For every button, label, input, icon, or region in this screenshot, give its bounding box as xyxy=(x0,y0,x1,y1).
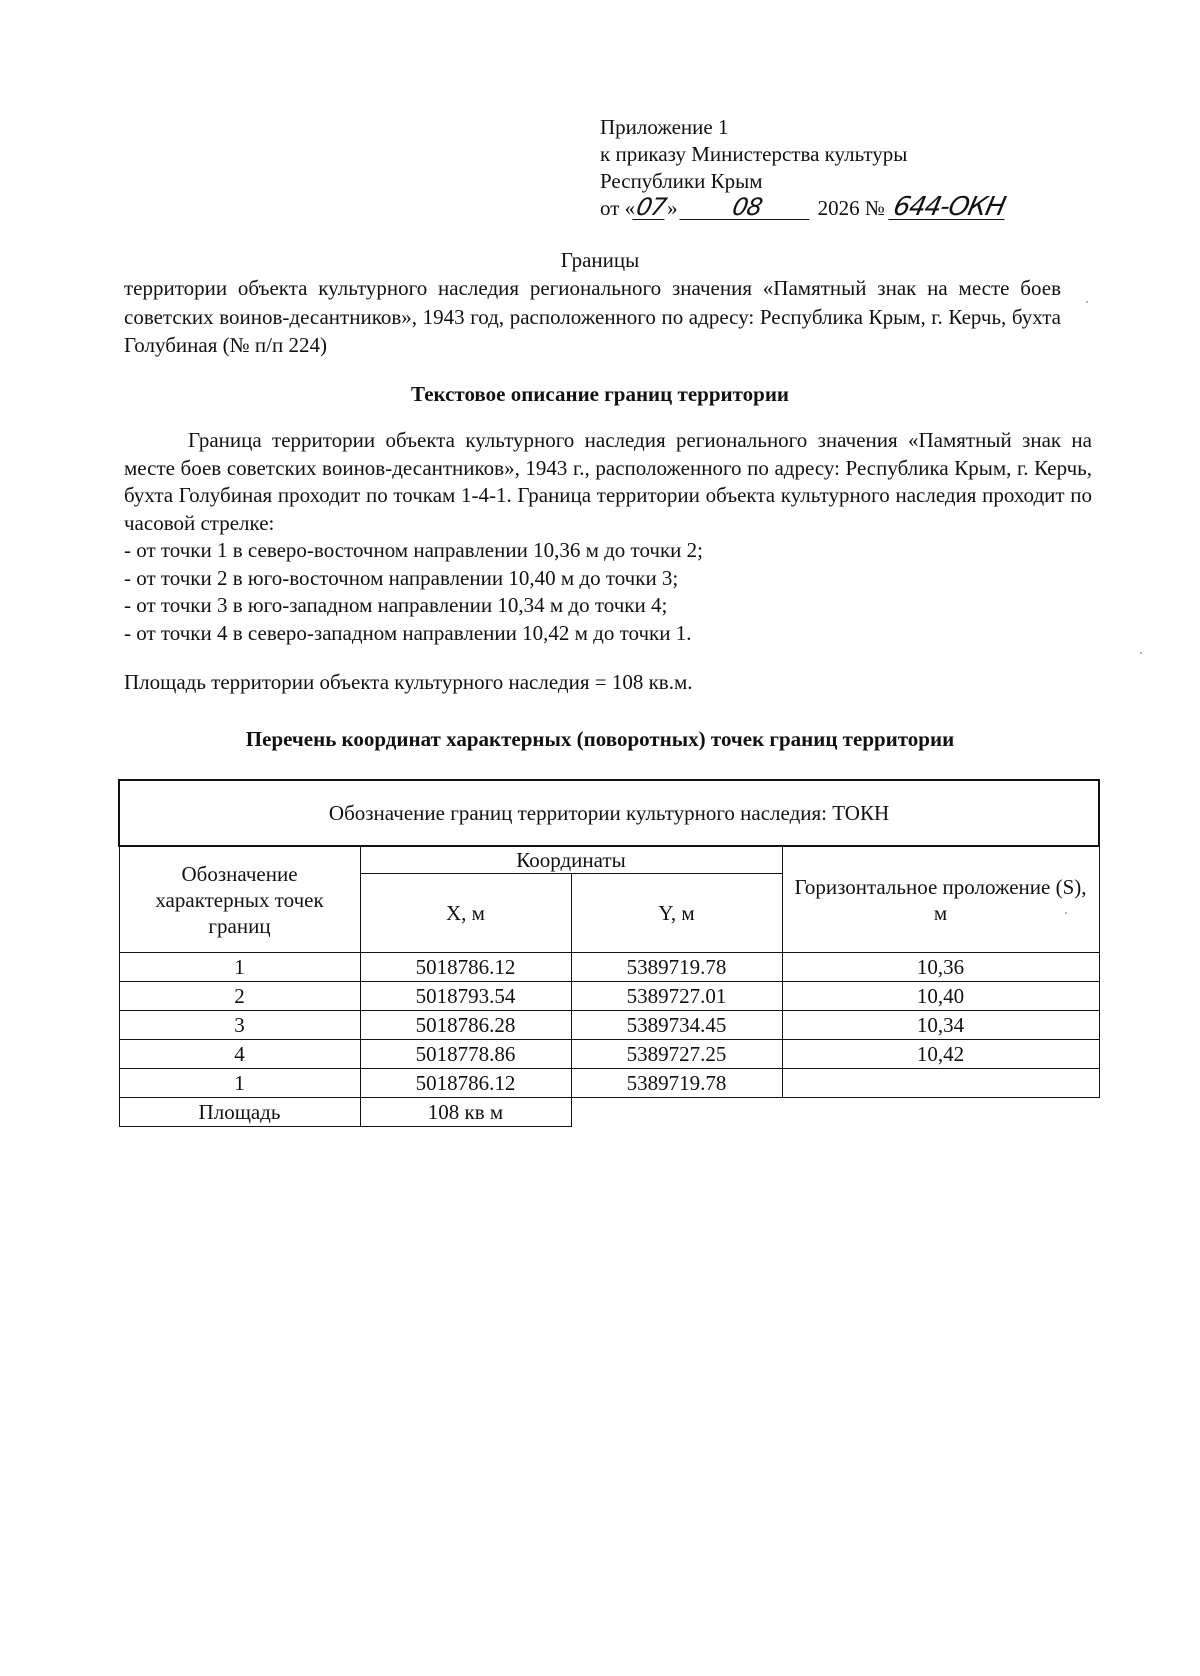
empty-cell xyxy=(571,1098,782,1127)
cell-y: 5389727.25 xyxy=(571,1040,782,1069)
coordinates-table xyxy=(118,779,1100,1127)
description-intro: Граница территории объекта культурного наследия регионального значения «Памятный знак на месте боев советских воинов-десантников», 1943 г., расположенного по адресу: Республика Крым, г. Керчь, бухта Голубиная проходит по точкам 1-4-1. Граница территории объекта культурного наследия проходит по часовой стрелке: xyxy=(124,428,1092,535)
cell-s: 10,34 xyxy=(782,1011,1099,1040)
table-row xyxy=(119,1011,1099,1040)
table-header-row xyxy=(119,846,1099,874)
table-row xyxy=(119,1040,1099,1069)
handwritten-month: 08 xyxy=(679,195,814,220)
appendix-label: Приложение 1 xyxy=(600,115,729,139)
table-row xyxy=(119,953,1099,982)
cell-s: 10,36 xyxy=(782,953,1099,982)
boundary-description xyxy=(124,427,1092,647)
description-heading: Текстовое описание границ территории xyxy=(410,382,790,406)
cell-x: 5018786.12 xyxy=(360,953,571,982)
area-statement: Площадь территории объекта культурного наследия = 108 кв.м. xyxy=(124,670,693,694)
cell-point: 2 xyxy=(119,982,360,1011)
ministry-republic: Республики Крым xyxy=(600,169,763,193)
scan-artifact xyxy=(1140,652,1142,654)
table-area-row xyxy=(119,1098,1099,1127)
area-value: 108 кв м xyxy=(360,1098,571,1127)
handwritten-day: 07 xyxy=(634,193,669,221)
header-coordinates: Координаты xyxy=(360,846,782,874)
handwritten-order-number: 644-ОКН xyxy=(888,195,1009,220)
cell-x: 5018786.28 xyxy=(360,1011,571,1040)
boundary-step: - от точки 4 в северо-западном направлении 10,42 м до точки 1. xyxy=(124,620,692,645)
empty-cell xyxy=(782,1098,1099,1127)
year-and-number-label: 2026 № xyxy=(817,196,885,220)
cell-point: 1 xyxy=(119,953,360,982)
header-x: X, м xyxy=(360,874,571,953)
header-horizontal-distance: Горизонтальное проложение (S), м xyxy=(782,846,1099,953)
cell-point: 4 xyxy=(119,1040,360,1069)
header-point: Обозначение характерных точек границ xyxy=(119,846,360,953)
scan-artifact xyxy=(1086,301,1088,303)
cell-y: 5389719.78 xyxy=(571,1069,782,1098)
table-row xyxy=(119,982,1099,1011)
order-reference: к приказу Министерства культуры xyxy=(600,142,908,166)
cell-s xyxy=(782,1069,1099,1098)
approval-block xyxy=(600,114,1060,222)
table-caption-row xyxy=(119,780,1099,846)
cell-y: 5389727.01 xyxy=(571,982,782,1011)
date-prefix: от « xyxy=(600,196,636,220)
boundary-step: - от точки 3 в юго-западном направлении 10,34 м до точки 4; xyxy=(124,593,668,617)
document-title-body: территории объекта культурного наследия регионального значения «Памятный знак на месте боев советских воинов-десантников», 1943 год, расположенного по адресу: Республика Крым, г. Керчь, бухта Голубиная (№ п/п 224) xyxy=(124,276,1061,357)
table-caption: Обозначение границ территории культурного наследия: ТОКН xyxy=(119,780,1099,846)
order-date-line xyxy=(600,192,1060,222)
cell-point: 1 xyxy=(119,1069,360,1098)
header-y: Y, м xyxy=(571,874,782,953)
boundary-step: - от точки 2 в юго-восточном направлении 10,40 м до точки 3; xyxy=(124,565,679,590)
cell-x: 5018778.86 xyxy=(360,1040,571,1069)
date-mid: » xyxy=(667,196,678,220)
cell-y: 5389719.78 xyxy=(571,953,782,982)
boundary-step: - от точки 1 в северо-восточном направлении 10,36 м до точки 2; xyxy=(124,538,703,562)
cell-x: 5018793.54 xyxy=(360,982,571,1011)
cell-s: 10,40 xyxy=(782,982,1099,1011)
scan-artifact xyxy=(1065,912,1067,914)
cell-x: 5018786.12 xyxy=(360,1069,571,1098)
cell-s: 10,42 xyxy=(782,1040,1099,1069)
cell-point: 3 xyxy=(119,1011,360,1040)
table-row xyxy=(119,1069,1099,1098)
coordinates-heading: Перечень координат характерных (поворотных) точек границ территории xyxy=(245,727,955,751)
cell-y: 5389734.45 xyxy=(571,1011,782,1040)
document-title: Границы xyxy=(560,248,640,272)
area-label: Площадь xyxy=(119,1098,360,1127)
